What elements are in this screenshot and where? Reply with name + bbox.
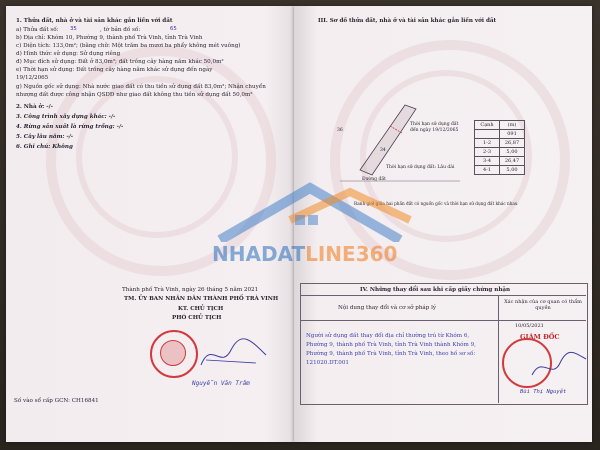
table-header-edge: Cạnh [475, 121, 500, 130]
neighbor-parcel-34: 34 [380, 148, 386, 153]
registry-serial: Số vào sổ cấp GCN: CH16841 [14, 398, 99, 404]
column-change-content: Nội dung thay đổi và cơ sở pháp lý [338, 305, 437, 311]
house-logo-icon [200, 180, 420, 242]
director-name: Bùi Thị Nguyệt [520, 389, 567, 395]
section-3-diagram-title: III. Sơ đồ thửa đất, nhà ở và tài sản khác gắn liền với đất [318, 18, 497, 24]
section-5-trees: 5. Cây lâu năm: -/- [16, 134, 74, 140]
section-4-heading: IV. Những thay đổi sau khi cấp giấy chứng nhận [360, 287, 511, 293]
table-header-length: (m) [500, 121, 525, 130]
table-row: 1-2 26,87 [475, 139, 525, 148]
change-content-line-2: Phường 9, thành phố Trà Vinh, tỉnh Trà Vinh thành Khóm 9, [306, 342, 476, 348]
issuing-authority: TM. ỦY BAN NHÂN DÂN THÀNH PHỐ TRÀ VINH [124, 296, 279, 302]
term-note-3: Thời hạn sử dụng đất: Lâu dài [386, 165, 455, 170]
signature-scribble [196, 335, 276, 375]
change-content-line-3: Phường 9, thành phố Trà Vinh, tỉnh Trà Vinh, theo hồ sơ số: [306, 351, 476, 357]
table-row: 2-3 5,00 [475, 148, 525, 157]
table-row: 3-4 26,47 [475, 157, 525, 166]
section-2-house: 2. Nhà ở: -/- [16, 104, 53, 110]
confirmation-date: 10/05/2021 [515, 323, 544, 329]
origin-line: g) Nguồn gốc sử dụng: Nhà nước giao đất có thu tiền sử dụng đất 83,0m²; Nhận chuyển [16, 84, 266, 90]
parcel-diagram [330, 95, 470, 185]
address-line: b) Địa chỉ: Khóm 10, Phường 9, thành phố Trà Vinh, tỉnh Trà Vinh [16, 35, 203, 41]
issue-date: Thành phố Trà Vinh, ngày 26 tháng 5 năm 2021 [122, 287, 259, 293]
watermark-logo-text: NHADATLINE360 [212, 242, 398, 266]
term-note-1: Thời hạn sử dụng đất [410, 122, 459, 127]
area-line: c) Diện tích: 133,0m²; (bằng chữ: Một trăm ba mươi ba phẩy không mét vuông) [16, 43, 241, 49]
map-sheet-label: , tờ bản đồ số: [100, 27, 141, 33]
section-4-forest: 4. Rừng sản xuất là rừng trồng: -/- [16, 124, 124, 130]
usage-term-date: 19/12/2065 [16, 75, 49, 81]
director-title: GIÁM ĐỐC [520, 333, 560, 341]
kt-chairman: KT. CHỦ TỊCH [178, 306, 224, 312]
usage-form-line: d) Hình thức sử dụng: Sử dụng riêng [16, 51, 121, 57]
change-content-line-1: Người sử dụng đất thay đổi địa chỉ thường trú từ Khóm 6, [306, 333, 470, 339]
edge-length-table [474, 120, 525, 175]
table-row: 4-1 5,00 [475, 166, 525, 175]
signature-scribble-2 [530, 345, 590, 385]
usage-purpose-line: đ) Mục đích sử dụng: Đất ở 83,0m²; đất trồng cây hàng năm khác 50,0m² [16, 59, 224, 65]
signer-name: Nguyễn Văn Trâm [192, 380, 250, 387]
vice-chairman: PHÓ CHỦ TỊCH [172, 315, 222, 321]
origin-line-2: nhượng đất được công nhận QSDĐ như giao đất không thu tiền sử dụng đất 50,0m² [16, 92, 253, 98]
usage-term-line: e) Thời hạn sử dụng: Đất trồng cây hàng năm khác sử dụng đến ngày [16, 67, 213, 73]
parcel-number-label: a) Thửa đất số: [16, 27, 59, 33]
term-note-2: đến ngày 19/12/2065 [410, 128, 459, 133]
dossier-number: 121020.DT.001 [306, 360, 349, 366]
section-6-notes: 6. Ghi chú: Không [16, 144, 73, 150]
neighbor-parcel-36: 36 [337, 128, 343, 133]
column-authority-confirmation: Xác nhận của cơ quan có thẩm quyền [504, 299, 582, 312]
boundary-note: Ranh giới giữa hai phần đất có nguồn gốc và thời hạn sử dụng đất khác nhau [354, 201, 518, 206]
map-sheet-number: 65 [170, 26, 177, 32]
seal-emblem [160, 340, 186, 366]
table-subheader: 091 [500, 130, 525, 139]
section-3-construction: 3. Công trình xây dựng khác: -/- [16, 114, 116, 120]
parcel-number: 35 [70, 26, 77, 32]
road-label: Đường đất [362, 177, 386, 182]
section-1-heading: 1. Thửa đất, nhà ở và tài sản khác gắn liền với đất [16, 18, 173, 24]
